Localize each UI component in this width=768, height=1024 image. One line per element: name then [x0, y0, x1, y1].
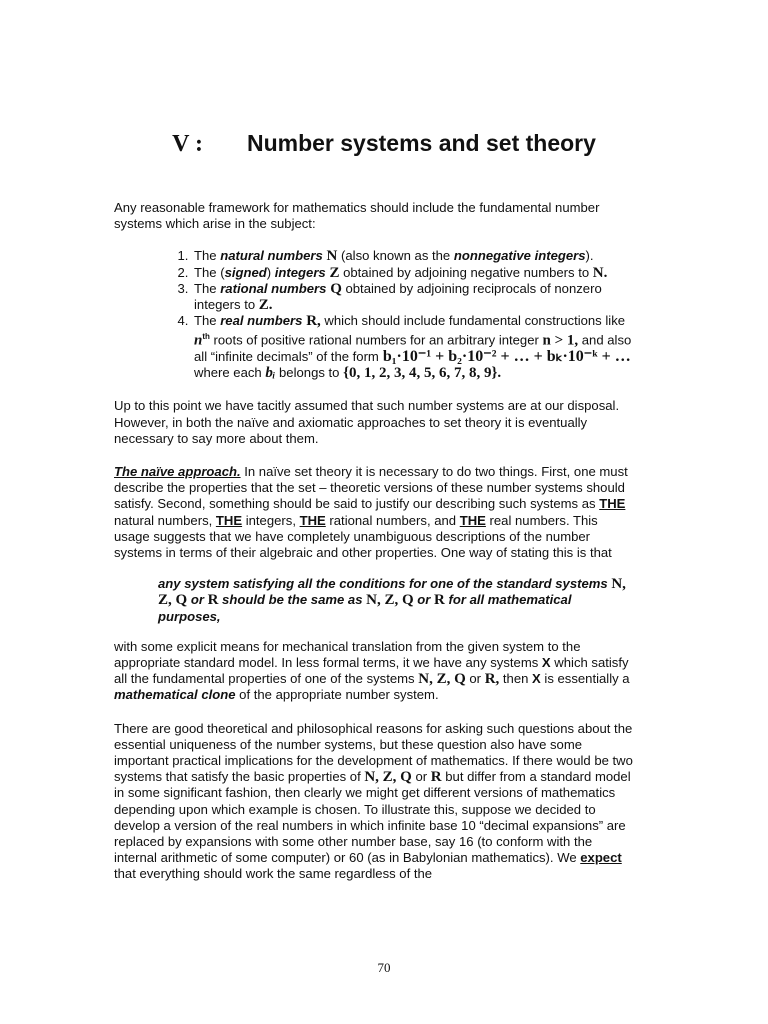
list-item: 3. The rational numbers Q obtained by adjoining reciprocals of nonzero integers to Z. — [192, 281, 634, 313]
number-systems-list — [114, 248, 634, 381]
section-heading: The naïve approach. — [114, 464, 241, 479]
list-item: 4. The real numbers R, which should include fundamental constructions like $n^{th}$ roots of positive rational numbers for an arbitrary integer n > 1, and also all “infinite decimals” of the form b₁·10⁻¹ + b₂·10⁻² + … + bₖ·10⁻ᵏ + … where each bᵢ belongs to {0, 1, 2, 3, 4, 5, 6, 7, 8, 9}. — [192, 313, 634, 381]
paragraph: There are good theoretical and philosophical reasons for asking such questions about the essential uniqueness of the number systems, but these question also have some important practical implications for the development of mathematics. If there would be two systems that satisfy the basic properties of N, Z, Q or R but differ from a standard model in some significant fashion, then clearly we might get different versions of mathematics depending upon which example is chosen. To illustrate this, suppose we decided to develop a version of the real numbers in which infinite base 10 “decimal expansions” are replaced by expansions with some other number base, say 16 (to conform with the internal arithmetic of some computer) or 60 (as in Babylonian mathematics). We expect that everything should work the same regardless of the — [114, 720, 633, 882]
infinite-decimal-formula: b₁·10⁻¹ + b₂·10⁻² + … + bₖ·10⁻ᵏ + … — [382, 347, 631, 365]
block-quote: any system satisfying all the conditions for one of the standard systems N, Z, Q or R should be the same as N, Z, Q or R for all mathematical purposes, — [158, 576, 626, 624]
paragraph: The naïve approach. In naïve set theory it is necessary to do two things. First, one must describe the properties that the set – theoretic versions of these number systems should satisfy. Second, something should be said to justify our describing such systems as THE natural numbers, THE integers, THE rational numbers, and THE real numbers. This usage suggests that we have completely unambiguous descriptions of the number systems in terms of their algebraic and other properties. One way of stating this is that — [114, 464, 628, 561]
paragraph: Up to this point we have tacitly assumed that such number systems are at our disposal. However, in both the naïve and axiomatic approaches to set theory it is eventually necessary to say more about them. — [114, 398, 620, 446]
list-item: 2. The (signed) integers Z obtained by adjoining negative numbers to N. — [192, 265, 634, 281]
paragraph: with some explicit means for mechanical translation from the given system to the appropriate standard model. In less formal terms, it we have any systems X which satisfy all the fundamental properties of one of the systems N, Z, Q or R, then X is essentially a mathematical clone of the appropriate number system. — [114, 638, 630, 703]
chapter-number: V : — [172, 131, 203, 157]
document-body — [114, 200, 634, 883]
chapter-title — [0, 130, 768, 158]
list-item: 1. The natural numbers N (also known as the nonnegative integers). — [192, 248, 634, 264]
chapter-title-text: Number systems and set theory — [246, 130, 596, 156]
intro-paragraph: Any reasonable framework for mathematics should include the fundamental number systems which arise in the subject: — [114, 200, 600, 232]
page-number: 70 — [377, 960, 391, 975]
